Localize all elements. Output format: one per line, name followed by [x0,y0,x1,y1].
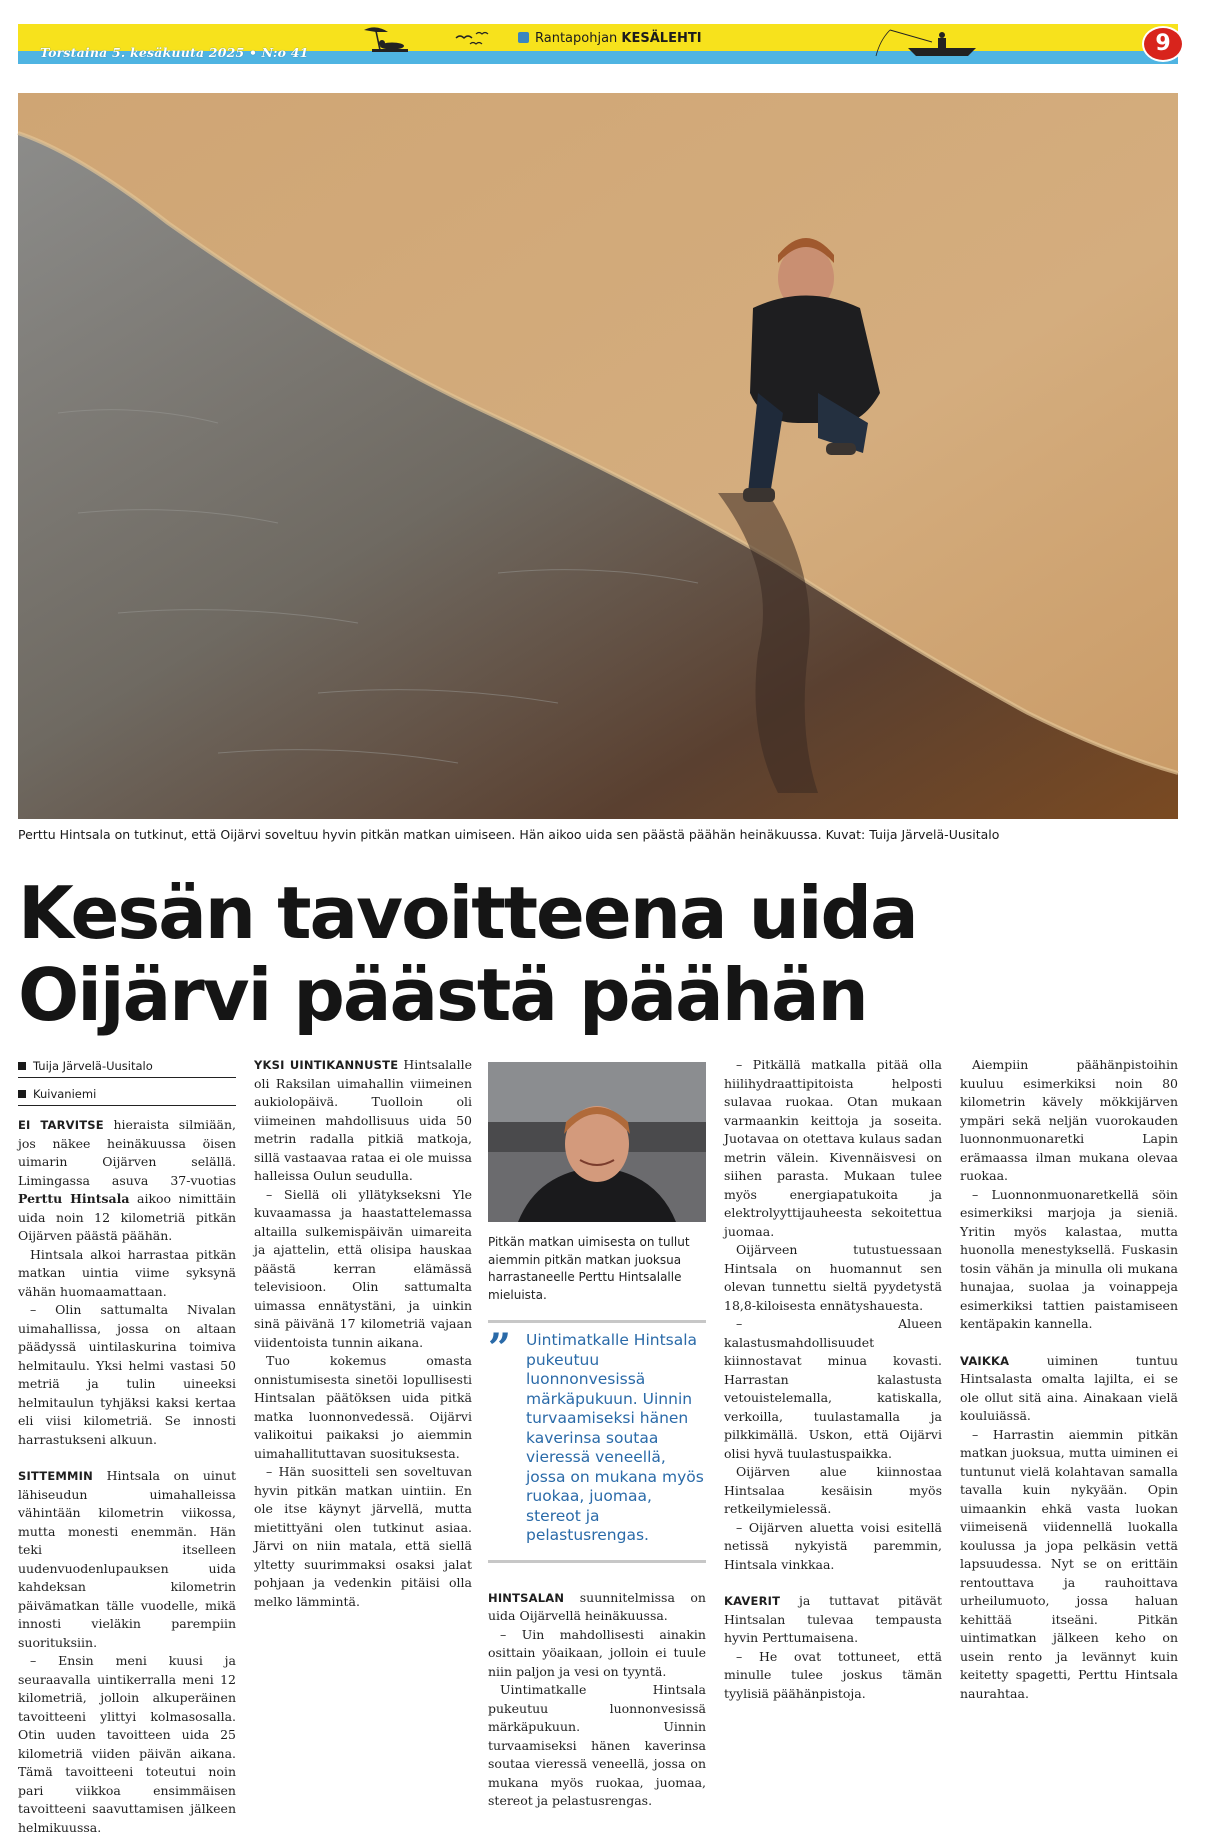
paragraph: Hintsala alkoi harrastaa pitkän matkan uintia viime syksynä vähän huomaamattaan. [18,1246,236,1299]
paragraph: – Siellä oli yllätykseksni Yle kuvaamassa ja haastattelemassa altailla sulkemispäivän uimareita ja ajattelin, että olisipa hauskaa päästä kerran elämässä televisioon. Olin sattumalta uimassa ennätystäni, ja uinkin sinä päivänä 17 kilometriä vajaan viidentoista tunnin aikana. [254,1186,472,1350]
paper-title-name: KESÄLEHTI [621,31,702,46]
paragraph: Uintimatkalle Hintsala pukeutuu luonnonvesissä märkäpukuun. Uinnin turvaamiseksi hänen kaverinsa soutaa vieressä veneellä, jossa on mukana myös ruokaa, juomaa, stereot ja pelastusrengas. [488,1682,706,1808]
paragraph: – Uin mahdollisesti ainakin osittain yöaikaan, jolloin ei tuule niin paljon ja vesi on tyyntä. [488,1626,706,1679]
paragraph: Tuo kokemus omasta onnistumisesta sinetöi lopullisesti Hintsalan päätöksen uida pitkä matka luonnonvedessä. Oijärvi valikoitui paikaksi jo aiemmin uimahallituttavan suosituksesta. [254,1353,472,1461]
paragraph-text: Hintsalalle oli Raksilan uimahallin viimeinen aukiolopäivä. Tuolloin oli viimeinen mahdollisuus uida 50 metrin radalla pitkiä matkoja, sillä vastaavaa rataa ei ole muissa halleissa Oulun seudulla. [254,1057,472,1183]
byline-location [18,1084,236,1106]
paragraph-text: aikoo nimittäin uida noin 12 kilometriä pitkän Oijärven päästä päähän. [18,1191,236,1243]
paragraph: – Oijärven aluetta voisi esitellä netissä nykyistä paremmin, Hintsala vinkkaa. [724,1519,942,1572]
paragraph [724,1592,942,1648]
birds-icon [454,30,494,50]
fishing-boat-icon [870,26,980,60]
location-name: Kuivaniemi [33,1087,97,1101]
paragraph: Oijärven alue kiinnostaa Hintsalaa kesäisin myös retkeilymielessä. [724,1464,942,1516]
photo-caption: Perttu Hintsala on tutkinut, että Oijärvi soveltuu hyvin pitkän matkan uimiseen. Hän aikoo uida sen päästä päähän heinäkuussa. Kuvat: Tuija Järvelä-Uusitalo [18,827,1000,842]
paragraph: – Hän suositteli sen soveltuvan hyvin pitkän matkan uintiin. En ole itse käynyt järvellä, mutta mietittyäni olen tutkinut asiaa. Järvi on niin matala, että siellä yltetty suurimmaksi osaksi jalat pohjaan ja vedenkin pitäisi olla melko lämmintä. [254,1464,472,1609]
paragraph-text: ja tuttavat pitävät Hintsalan tulevaa tempausta hyvin Perttumaisena. [724,1593,942,1645]
paragraph [960,1352,1178,1426]
paragraph: – Olin sattumalta Nivalan uimahallissa, jossa on altaan päädyssä uintilaskurina toimiva helmitaulu. Yksi helmi vastasi 50 metriä ja tulin uineeksi helmitaulun tyhjäksi kaksi kertaa eli viisi kilometriä. Se innosti harrastukseni alkuun. [18,1302,236,1447]
paragraph [18,1467,236,1652]
sunbather-icon [358,26,418,56]
square-bullet-icon [18,1090,26,1098]
quote-mark-icon: ” [488,1325,512,1372]
paragraph: – He ovat tottuneet, että minulle tulee joskus tämän tyylisiä päähänpistoja. [724,1648,942,1701]
headline-line-2: Oijärvi päästä päähän [18,953,867,1037]
pull-quote-text: Uintimatkalle Hintsala pukeutuu luonnonvesissä märkäpukuun. Uinnin turvaamiseksi hänen kaverinsa soutaa vieressä veneellä, jossa on mukana myös ruokaa, juomaa, stereot ja pelastusrengas. [526,1331,704,1544]
inset-caption: Pitkän matkan uimisesta on tullut aiemmin pitkän matkan juoksua harrastaneelle Perttu Hintsalalle mieluista. [488,1235,690,1302]
paragraph [18,1116,236,1246]
paragraph [254,1056,472,1186]
square-bullet-icon [18,1062,26,1070]
paragraph: – Alueen kalastusmahdollisuudet kiinnostavat minua kovasti. Harrastan kalastusta vetouistelemalla, katiskalla, verkoilla, tuulastamalla ja pilkkimällä. Uskon, että Oijärvi olisi hyvä tuulastuspaikka. [724,1316,942,1461]
article-column-3 [488,1062,706,1811]
issue-date: Torstaina 5. kesäkuuta 2025 • N:o 41 [40,45,309,60]
article-column-1 [18,1056,236,1837]
author-name: Tuija Järvelä-Uusitalo [33,1059,153,1073]
paragraph-lead: VAIKKA [960,1353,1010,1368]
page-header-band [18,24,1178,64]
paragraph-text: suunnitelmissa on uida Oijärvellä heinäkuussa. [488,1589,706,1623]
paragraph: – Pitkällä matkalla pitää olla hiilihydraattipitoista helposti sulavaa ruokaa. Otan mukaan varmaankin keittoja ja soseita. Juotavaa on otettava kulaus sadan metrin välein. Kivennäisvesi on siihen parasta. Mukaan tulee myös energiapatukoita ja elektrolyyttijauheesta sekoitettua juomaa. [724,1057,942,1239]
paragraph-text: uiminen tuntuu Hintsalasta omalta lajilta, ei se ole ollut sitä aina. Ainakaan vielä kouluiässä. [960,1352,1178,1423]
paragraph: – Luonnonmuonaretkellä söin esimerkiksi marjoja ja sieniä. Yritin myös kalastaa, mutta huonolla menestyksellä. Fuskasin tosin vähän ja minulla oli mukana hunajaa, suolaa ja voinappeja esimerkiksi tattien paistamiseen kentäpakin kannella. [960,1186,1178,1331]
paragraph-lead: HINTSALAN [488,1590,565,1605]
inset-portrait-photo [488,1062,706,1222]
paragraph: – Ensin meni kuusi ja seuraavalla uintikerralla meni 12 kilometriä, jolloin alkuperäinen tavoitteeni ylittyi kolmasosalla. Otin uuden tavoitteen uida 25 kilometriä viiden päivän aikana. Tämä tavoitteeni toteutui noin pari viikkoa ensimmäisen tavoitteeni saavuttamisen jälkeen helmikuussa. [18,1653,236,1835]
paper-title [518,31,702,46]
main-photo [18,93,1178,819]
page-number: 9 [1142,26,1184,62]
paper-title-prefix: Rantapohjan [535,31,622,46]
byline-author [18,1056,236,1078]
paragraph-lead: SITTEMMIN [18,1469,93,1483]
headline [18,872,1178,1036]
paragraph-lead: EI TARVITSE [18,1118,104,1132]
article-column-4 [724,1056,942,1703]
paragraph: Oijärveen tutustuessaan Hintsala on huomannut sen olevan tunnettu sieltä pyydetystä 18,8-kiloisesta ennätyshauesta. [724,1242,942,1313]
paragraph-lead: YKSI UINTIKANNUSTE [254,1058,399,1072]
pull-quote [488,1320,706,1563]
paragraph: Aiempiin päähänpistoihin kuuluu esimerkiksi noin 80 kilometrin kävely mökkijärven ympäri sekä neljän vuorokauden luonnonmuonaretki Lapin erämaassa ilman mukana olevaa ruokaa. [960,1057,1178,1183]
paragraph-lead: KAVERIT [724,1594,781,1608]
paragraph [488,1589,706,1626]
article-column-5 [960,1056,1178,1703]
person-name: Perttu Hintsala [18,1191,130,1206]
article-column-2 [254,1056,472,1611]
paragraph-text: Hintsala on uinut lähiseudun uimahalleissa vähintään kilometrin viikossa, mutta monesti enemmän. Hän teki itselleen uudenvuodenlupauksen uida kahdeksan kilometrin päivämatkan tälle vuodelle, mikä innosti vieläkin parempiin suorituksiin. [18,1468,236,1650]
paragraph-text: hieraista silmiään, jos näkee heinäkuussa öisen uimarin Oijärven selällä. Limingassa asuva 37-vuotias [18,1117,236,1188]
house-icon [518,32,529,43]
headline-line-1: Kesän tavoitteena uida [18,871,917,955]
paragraph: – Harrastin aiemmin pitkän matkan juoksua, mutta uiminen ei tuntunut vielä kolahtavan samalla tavalla kuin nykyään. Opin uimaankin ehkä vasta luokan viimeisenä viidennellä luokalla koulussa ja jopa pelkäsin vettä lapsuudessa. Nyt se on erittäin rentouttava ja rauhoittava urheilumuoto, jossa haluan kehittää itseäni. Pitkän uintimatkan jälkeen keho on usein rento ja levännyt kuin keitetty spagetti, Perttu Hintsala naurahtaa. [960,1426,1178,1701]
